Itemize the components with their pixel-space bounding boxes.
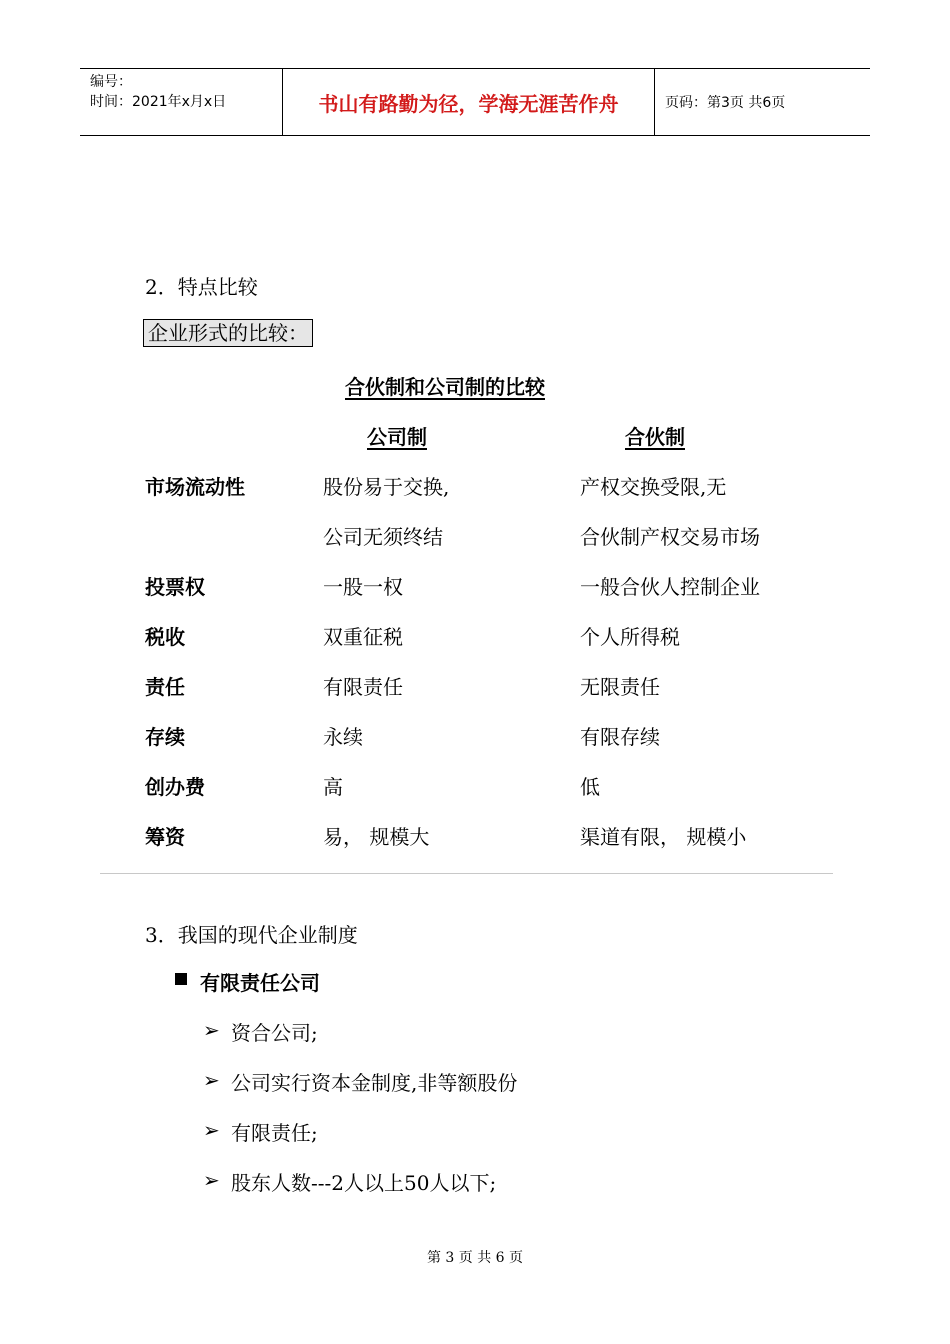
row-company-value: 双重征税 — [323, 625, 403, 649]
row-partnership-value: 合伙制产权交易市场 — [580, 525, 760, 549]
row-label: 投票权 — [145, 575, 205, 599]
row-label: 创办费 — [145, 775, 205, 799]
list-item: 有限责任; — [231, 1121, 318, 1145]
row-company-value: 一股一权 — [323, 575, 403, 599]
row-partnership-value: 渠道有限， 规模小 — [580, 825, 747, 849]
arrow-bullet-icon: ➢ — [203, 1018, 220, 1042]
row-partnership-value: 一般合伙人控制企业 — [580, 575, 760, 599]
time-label: 时间：2021年x月x日 — [90, 94, 227, 110]
boxed-label: 企业形式的比较： — [143, 319, 313, 347]
column-header-company: 公司制 — [367, 425, 427, 449]
row-label: 责任 — [145, 675, 185, 699]
row-label: 筹资 — [145, 825, 185, 849]
page-footer: 第 3 页 共 6 页 — [426, 1250, 524, 1266]
row-label: 存续 — [145, 725, 185, 749]
row-company-value: 公司无须终结 — [323, 525, 443, 549]
header-motto: 书山有路勤为径，学海无涯苦作舟 — [282, 69, 655, 135]
column-header-partnership: 合伙制 — [625, 425, 685, 449]
section-3-heading: 3．我国的现代企业制度 — [145, 923, 358, 947]
number-label: 编号： — [90, 74, 132, 90]
row-company-value: 有限责任 — [323, 675, 403, 699]
row-label: 税收 — [145, 625, 185, 649]
row-partnership-value: 个人所得税 — [580, 625, 680, 649]
section-3-subheading: 有限责任公司 — [200, 971, 320, 995]
list-item: 资合公司; — [231, 1021, 318, 1045]
row-label: 市场流动性 — [145, 475, 245, 499]
page-header — [80, 68, 870, 136]
table-title: 合伙制和公司制的比较 — [345, 375, 545, 399]
header-meta — [80, 69, 282, 135]
list-item: 公司实行资本金制度,非等额股份 — [231, 1071, 518, 1095]
row-company-value: 永续 — [323, 725, 363, 749]
row-company-value: 股份易于交换, — [323, 475, 450, 499]
arrow-bullet-icon: ➢ — [203, 1168, 220, 1192]
list-item: 股东人数---2人以上50人以下; — [231, 1171, 497, 1195]
row-company-value: 高 — [323, 775, 343, 799]
arrow-bullet-icon: ➢ — [203, 1068, 220, 1092]
row-partnership-value: 产权交换受限,无 — [580, 475, 727, 499]
row-partnership-value: 有限存续 — [580, 725, 660, 749]
row-company-value: 易， 规模大 — [323, 825, 430, 849]
header-page-info: 页码：第3页 共6页 — [665, 95, 786, 111]
section-2-heading: 2．特点比较 — [145, 275, 258, 299]
section-divider — [100, 873, 833, 874]
arrow-bullet-icon: ➢ — [203, 1118, 220, 1142]
square-bullet-icon — [175, 973, 187, 985]
row-partnership-value: 低 — [580, 775, 600, 799]
row-partnership-value: 无限责任 — [580, 675, 660, 699]
